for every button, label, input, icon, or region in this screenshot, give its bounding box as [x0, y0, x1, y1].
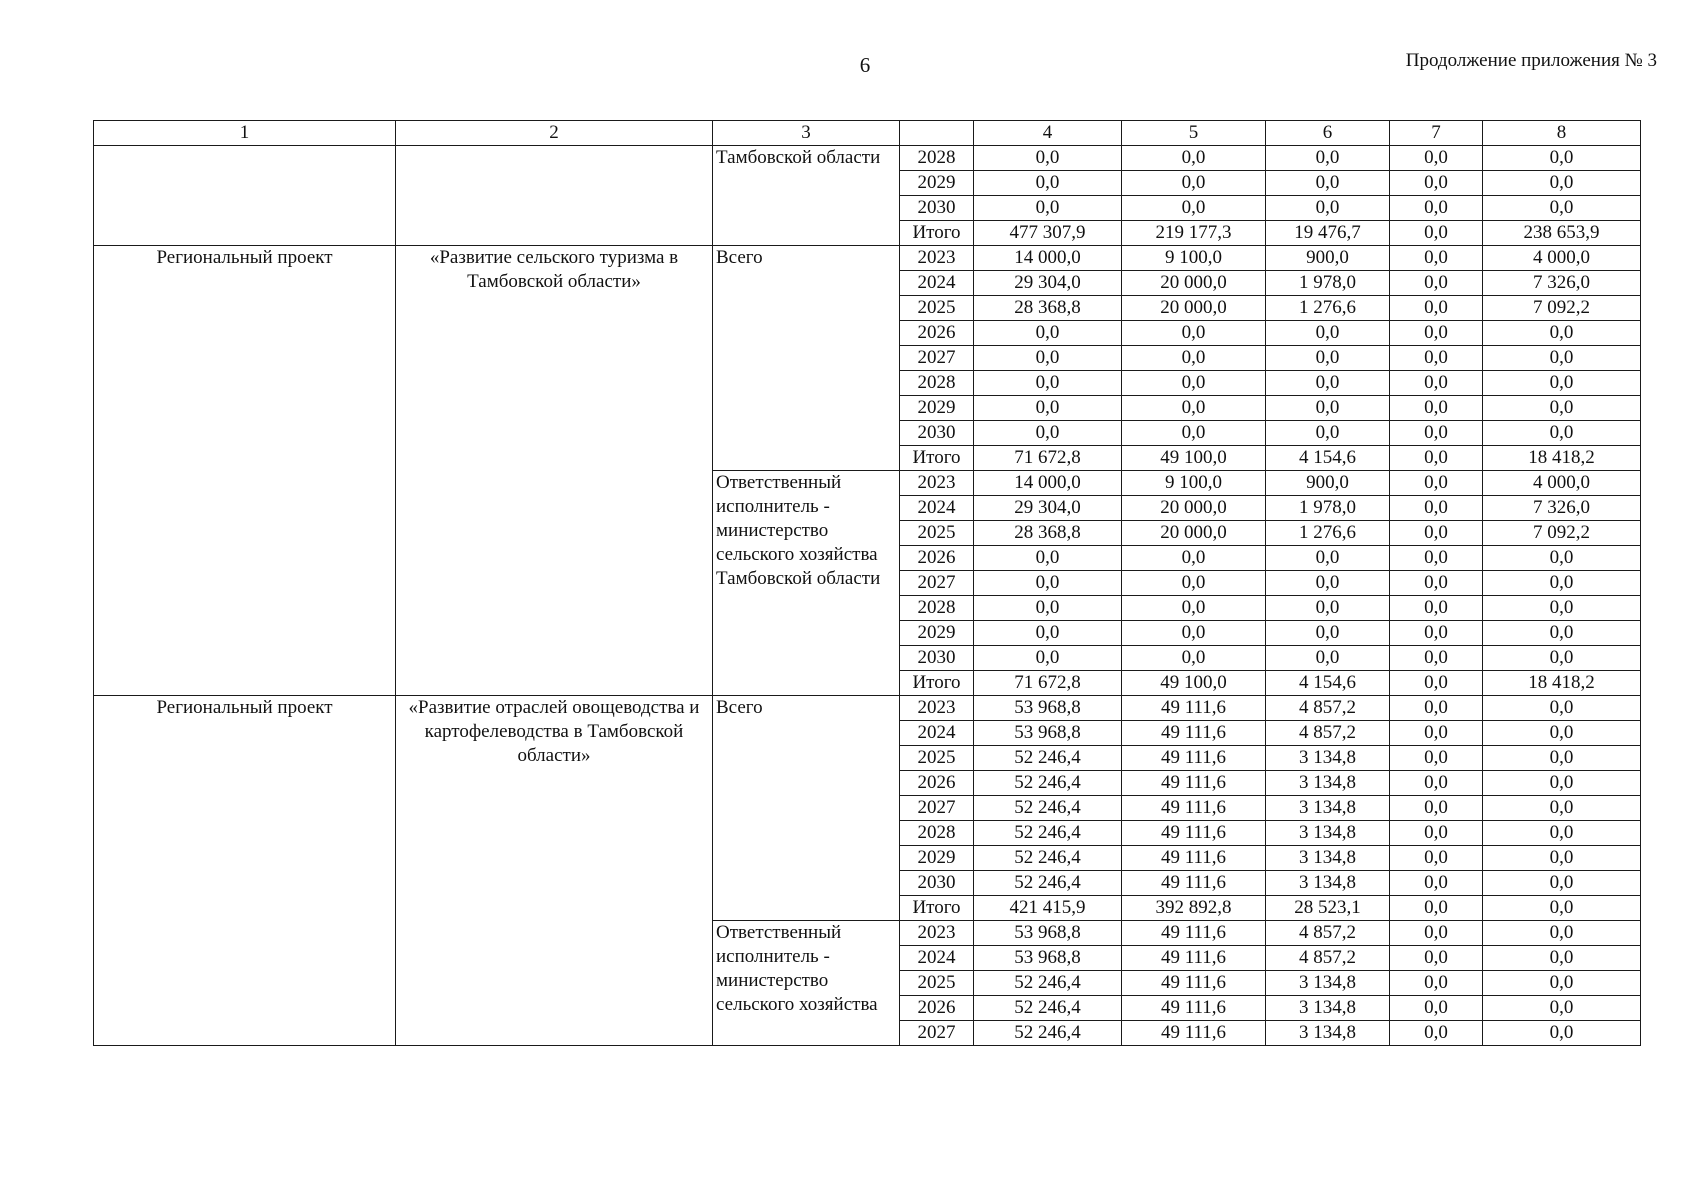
funding-table — [93, 120, 1641, 1046]
amount-cell: 0,0 — [1390, 671, 1483, 696]
year-cell: 2028 — [900, 146, 974, 171]
column-header: 3 — [713, 121, 900, 146]
year-cell: Итого — [900, 671, 974, 696]
continuation-note: Продолжение приложения № 3 — [1405, 50, 1657, 71]
amount-cell: 0,0 — [1122, 396, 1266, 421]
amount-cell: 0,0 — [974, 171, 1122, 196]
amount-cell: 4 857,2 — [1266, 946, 1390, 971]
column-header: 6 — [1266, 121, 1390, 146]
amount-cell: 18 418,2 — [1483, 671, 1641, 696]
page-number: 6 — [859, 53, 871, 77]
amount-cell: 28 368,8 — [974, 521, 1122, 546]
amount-cell: 0,0 — [1266, 646, 1390, 671]
year-cell: 2024 — [900, 946, 974, 971]
amount-cell: 0,0 — [1122, 546, 1266, 571]
year-cell: 2027 — [900, 796, 974, 821]
amount-cell: 0,0 — [1483, 846, 1641, 871]
amount-cell: 0,0 — [1266, 321, 1390, 346]
amount-cell: 3 134,8 — [1266, 1021, 1390, 1046]
amount-cell: 0,0 — [1390, 871, 1483, 896]
amount-cell: 52 246,4 — [974, 996, 1122, 1021]
amount-cell: 52 246,4 — [974, 746, 1122, 771]
amount-cell: 0,0 — [1483, 171, 1641, 196]
amount-cell: 0,0 — [1390, 521, 1483, 546]
amount-cell: 4 154,6 — [1266, 446, 1390, 471]
amount-cell: 53 968,8 — [974, 921, 1122, 946]
amount-cell: 0,0 — [1483, 421, 1641, 446]
table-row — [94, 146, 1641, 171]
amount-cell: 49 111,6 — [1122, 971, 1266, 996]
header-row — [94, 121, 1641, 146]
amount-cell: 0,0 — [1390, 821, 1483, 846]
amount-cell: 52 246,4 — [974, 771, 1122, 796]
amount-cell: 0,0 — [1390, 346, 1483, 371]
amount-cell: 0,0 — [1390, 471, 1483, 496]
project-name-cell: «Развитие отраслей овощеводства и картофелеводства в Тамбовской области» — [396, 696, 713, 1046]
amount-cell: 0,0 — [1483, 546, 1641, 571]
amount-cell: 1 978,0 — [1266, 496, 1390, 521]
amount-cell: 0,0 — [1390, 396, 1483, 421]
amount-cell: 49 111,6 — [1122, 771, 1266, 796]
amount-cell: 49 111,6 — [1122, 921, 1266, 946]
amount-cell: 0,0 — [1483, 821, 1641, 846]
year-cell: 2029 — [900, 846, 974, 871]
amount-cell: 0,0 — [974, 571, 1122, 596]
year-cell: 2023 — [900, 921, 974, 946]
amount-cell: 0,0 — [1483, 746, 1641, 771]
amount-cell: 52 246,4 — [974, 1021, 1122, 1046]
amount-cell: 0,0 — [974, 546, 1122, 571]
year-cell: 2023 — [900, 246, 974, 271]
amount-cell: 0,0 — [1483, 921, 1641, 946]
amount-cell: 3 134,8 — [1266, 771, 1390, 796]
project-type-cell — [94, 146, 396, 246]
amount-cell: 49 111,6 — [1122, 871, 1266, 896]
amount-cell: 3 134,8 — [1266, 821, 1390, 846]
amount-cell: 0,0 — [1122, 146, 1266, 171]
amount-cell: 0,0 — [1390, 621, 1483, 646]
column-header: 4 — [974, 121, 1122, 146]
amount-cell: 238 653,9 — [1483, 221, 1641, 246]
year-cell: 2025 — [900, 521, 974, 546]
amount-cell: 1 276,6 — [1266, 296, 1390, 321]
year-cell: 2026 — [900, 546, 974, 571]
year-cell: 2029 — [900, 396, 974, 421]
amount-cell: 4 000,0 — [1483, 471, 1641, 496]
column-header — [900, 121, 974, 146]
amount-cell: 0,0 — [1390, 321, 1483, 346]
year-cell: Итого — [900, 221, 974, 246]
table-row — [94, 696, 1641, 721]
amount-cell: 0,0 — [1483, 971, 1641, 996]
amount-cell: 0,0 — [1483, 721, 1641, 746]
amount-cell: 52 246,4 — [974, 796, 1122, 821]
amount-cell: 0,0 — [974, 146, 1122, 171]
amount-cell: 3 134,8 — [1266, 746, 1390, 771]
amount-cell: 477 307,9 — [974, 221, 1122, 246]
year-cell: 2028 — [900, 821, 974, 846]
amount-cell: 53 968,8 — [974, 696, 1122, 721]
amount-cell: 0,0 — [1390, 996, 1483, 1021]
amount-cell: 3 134,8 — [1266, 996, 1390, 1021]
amount-cell: 0,0 — [1390, 246, 1483, 271]
year-cell: 2024 — [900, 721, 974, 746]
amount-cell: 0,0 — [1266, 171, 1390, 196]
project-type-cell: Региональный проект — [94, 246, 396, 696]
table-row — [94, 246, 1641, 271]
year-cell: 2026 — [900, 321, 974, 346]
amount-cell: 219 177,3 — [1122, 221, 1266, 246]
funding-source-cell: Ответственный исполнитель - министерство сельского хозяйства — [713, 921, 900, 1046]
amount-cell: 421 415,9 — [974, 896, 1122, 921]
amount-cell: 3 134,8 — [1266, 846, 1390, 871]
amount-cell: 0,0 — [1266, 346, 1390, 371]
amount-cell: 14 000,0 — [974, 471, 1122, 496]
amount-cell: 0,0 — [1390, 1021, 1483, 1046]
amount-cell: 0,0 — [1390, 546, 1483, 571]
amount-cell: 49 111,6 — [1122, 946, 1266, 971]
year-cell: 2023 — [900, 471, 974, 496]
amount-cell: 7 092,2 — [1483, 296, 1641, 321]
amount-cell: 53 968,8 — [974, 721, 1122, 746]
amount-cell: 0,0 — [974, 371, 1122, 396]
amount-cell: 0,0 — [1390, 946, 1483, 971]
amount-cell: 0,0 — [1122, 421, 1266, 446]
amount-cell: 18 418,2 — [1483, 446, 1641, 471]
amount-cell: 0,0 — [1390, 746, 1483, 771]
amount-cell: 9 100,0 — [1122, 246, 1266, 271]
year-cell: 2023 — [900, 696, 974, 721]
amount-cell: 0,0 — [1266, 196, 1390, 221]
amount-cell: 49 111,6 — [1122, 796, 1266, 821]
funding-source-cell: Всего — [713, 246, 900, 471]
amount-cell: 0,0 — [1483, 796, 1641, 821]
amount-cell: 0,0 — [1390, 796, 1483, 821]
amount-cell: 4 857,2 — [1266, 721, 1390, 746]
amount-cell: 52 246,4 — [974, 846, 1122, 871]
year-cell: 2030 — [900, 871, 974, 896]
amount-cell: 0,0 — [1483, 771, 1641, 796]
year-cell: 2026 — [900, 996, 974, 1021]
amount-cell: 0,0 — [1266, 571, 1390, 596]
amount-cell: 0,0 — [1390, 971, 1483, 996]
amount-cell: 0,0 — [1483, 696, 1641, 721]
year-cell: 2027 — [900, 1021, 974, 1046]
amount-cell: 0,0 — [1266, 596, 1390, 621]
amount-cell: 49 100,0 — [1122, 671, 1266, 696]
amount-cell: 49 111,6 — [1122, 721, 1266, 746]
amount-cell: 0,0 — [1122, 171, 1266, 196]
project-type-cell: Региональный проект — [94, 696, 396, 1046]
amount-cell: 0,0 — [1483, 146, 1641, 171]
funding-source-cell: Ответственный исполнитель - министерство сельского хозяйства Тамбовской области — [713, 471, 900, 696]
year-cell: 2024 — [900, 496, 974, 521]
year-cell: 2030 — [900, 196, 974, 221]
amount-cell: 0,0 — [1483, 396, 1641, 421]
column-header: 8 — [1483, 121, 1641, 146]
amount-cell: 14 000,0 — [974, 246, 1122, 271]
project-name-cell — [396, 146, 713, 246]
funding-source-cell: Всего — [713, 696, 900, 921]
amount-cell: 0,0 — [1390, 296, 1483, 321]
amount-cell: 7 326,0 — [1483, 271, 1641, 296]
amount-cell: 0,0 — [1483, 346, 1641, 371]
amount-cell: 0,0 — [974, 196, 1122, 221]
amount-cell: 0,0 — [1390, 571, 1483, 596]
amount-cell: 0,0 — [1390, 696, 1483, 721]
amount-cell: 0,0 — [1390, 771, 1483, 796]
project-name-cell: «Развитие сельского туризма в Тамбовской области» — [396, 246, 713, 696]
amount-cell: 392 892,8 — [1122, 896, 1266, 921]
amount-cell: 900,0 — [1266, 471, 1390, 496]
amount-cell: 0,0 — [1483, 621, 1641, 646]
amount-cell: 900,0 — [1266, 246, 1390, 271]
amount-cell: 3 134,8 — [1266, 796, 1390, 821]
amount-cell: 0,0 — [1483, 871, 1641, 896]
amount-cell: 49 111,6 — [1122, 696, 1266, 721]
amount-cell: 0,0 — [1483, 596, 1641, 621]
amount-cell: 49 111,6 — [1122, 996, 1266, 1021]
amount-cell: 0,0 — [1266, 146, 1390, 171]
amount-cell: 7 326,0 — [1483, 496, 1641, 521]
amount-cell: 0,0 — [1390, 896, 1483, 921]
year-cell: 2026 — [900, 771, 974, 796]
amount-cell: 0,0 — [1390, 196, 1483, 221]
amount-cell: 0,0 — [1122, 596, 1266, 621]
amount-cell: 0,0 — [1390, 421, 1483, 446]
amount-cell: 49 111,6 — [1122, 746, 1266, 771]
amount-cell: 0,0 — [1122, 371, 1266, 396]
amount-cell: 0,0 — [1122, 621, 1266, 646]
amount-cell: 0,0 — [1390, 271, 1483, 296]
year-cell: 2030 — [900, 646, 974, 671]
column-header: 2 — [396, 121, 713, 146]
amount-cell: 19 476,7 — [1266, 221, 1390, 246]
amount-cell: 0,0 — [1483, 996, 1641, 1021]
amount-cell: 28 523,1 — [1266, 896, 1390, 921]
year-cell: 2025 — [900, 296, 974, 321]
year-cell: 2025 — [900, 971, 974, 996]
amount-cell: 0,0 — [1390, 221, 1483, 246]
year-cell: 2027 — [900, 346, 974, 371]
amount-cell: 53 968,8 — [974, 946, 1122, 971]
amount-cell: 20 000,0 — [1122, 496, 1266, 521]
amount-cell: 0,0 — [974, 321, 1122, 346]
year-cell: 2027 — [900, 571, 974, 596]
amount-cell: 0,0 — [1483, 571, 1641, 596]
amount-cell: 0,0 — [1390, 721, 1483, 746]
amount-cell: 4 857,2 — [1266, 921, 1390, 946]
year-cell: 2028 — [900, 371, 974, 396]
amount-cell: 0,0 — [974, 621, 1122, 646]
amount-cell: 0,0 — [1483, 371, 1641, 396]
amount-cell: 0,0 — [1122, 196, 1266, 221]
amount-cell: 4 154,6 — [1266, 671, 1390, 696]
amount-cell: 0,0 — [1266, 371, 1390, 396]
amount-cell: 0,0 — [974, 396, 1122, 421]
amount-cell: 20 000,0 — [1122, 521, 1266, 546]
amount-cell: 49 111,6 — [1122, 846, 1266, 871]
amount-cell: 28 368,8 — [974, 296, 1122, 321]
amount-cell: 4 000,0 — [1483, 246, 1641, 271]
amount-cell: 0,0 — [1266, 396, 1390, 421]
amount-cell: 0,0 — [1390, 496, 1483, 521]
amount-cell: 0,0 — [1483, 1021, 1641, 1046]
amount-cell: 0,0 — [1483, 196, 1641, 221]
amount-cell: 0,0 — [1483, 321, 1641, 346]
amount-cell: 0,0 — [1483, 946, 1641, 971]
amount-cell: 0,0 — [1122, 321, 1266, 346]
amount-cell: 0,0 — [1390, 921, 1483, 946]
amount-cell: 52 246,4 — [974, 871, 1122, 896]
year-cell: 2024 — [900, 271, 974, 296]
year-cell: 2030 — [900, 421, 974, 446]
amount-cell: 0,0 — [1390, 171, 1483, 196]
amount-cell: 49 111,6 — [1122, 821, 1266, 846]
year-cell: 2025 — [900, 746, 974, 771]
amount-cell: 0,0 — [1390, 146, 1483, 171]
amount-cell: 0,0 — [974, 346, 1122, 371]
amount-cell: 9 100,0 — [1122, 471, 1266, 496]
amount-cell: 0,0 — [1390, 371, 1483, 396]
amount-cell: 0,0 — [1266, 421, 1390, 446]
amount-cell: 0,0 — [1122, 346, 1266, 371]
amount-cell: 49 111,6 — [1122, 1021, 1266, 1046]
amount-cell: 0,0 — [1266, 546, 1390, 571]
amount-cell: 0,0 — [1390, 846, 1483, 871]
amount-cell: 3 134,8 — [1266, 871, 1390, 896]
year-cell: 2029 — [900, 171, 974, 196]
amount-cell: 0,0 — [1122, 646, 1266, 671]
amount-cell: 0,0 — [974, 646, 1122, 671]
year-cell: 2029 — [900, 621, 974, 646]
amount-cell: 4 857,2 — [1266, 696, 1390, 721]
amount-cell: 1 978,0 — [1266, 271, 1390, 296]
column-header: 7 — [1390, 121, 1483, 146]
amount-cell: 0,0 — [1483, 646, 1641, 671]
amount-cell: 49 100,0 — [1122, 446, 1266, 471]
amount-cell: 20 000,0 — [1122, 271, 1266, 296]
amount-cell: 7 092,2 — [1483, 521, 1641, 546]
year-cell: Итого — [900, 896, 974, 921]
year-cell: Итого — [900, 446, 974, 471]
amount-cell: 52 246,4 — [974, 971, 1122, 996]
amount-cell: 3 134,8 — [1266, 971, 1390, 996]
column-header: 1 — [94, 121, 396, 146]
amount-cell: 71 672,8 — [974, 446, 1122, 471]
amount-cell: 20 000,0 — [1122, 296, 1266, 321]
amount-cell: 29 304,0 — [974, 496, 1122, 521]
amount-cell: 71 672,8 — [974, 671, 1122, 696]
amount-cell: 0,0 — [1390, 596, 1483, 621]
amount-cell: 0,0 — [1390, 446, 1483, 471]
amount-cell: 0,0 — [1266, 621, 1390, 646]
funding-source-cell: Тамбовской области — [713, 146, 900, 246]
amount-cell: 0,0 — [1483, 896, 1641, 921]
column-header: 5 — [1122, 121, 1266, 146]
amount-cell: 0,0 — [974, 421, 1122, 446]
amount-cell: 29 304,0 — [974, 271, 1122, 296]
amount-cell: 1 276,6 — [1266, 521, 1390, 546]
year-cell: 2028 — [900, 596, 974, 621]
amount-cell: 52 246,4 — [974, 821, 1122, 846]
amount-cell: 0,0 — [974, 596, 1122, 621]
amount-cell: 0,0 — [1122, 571, 1266, 596]
amount-cell: 0,0 — [1390, 646, 1483, 671]
